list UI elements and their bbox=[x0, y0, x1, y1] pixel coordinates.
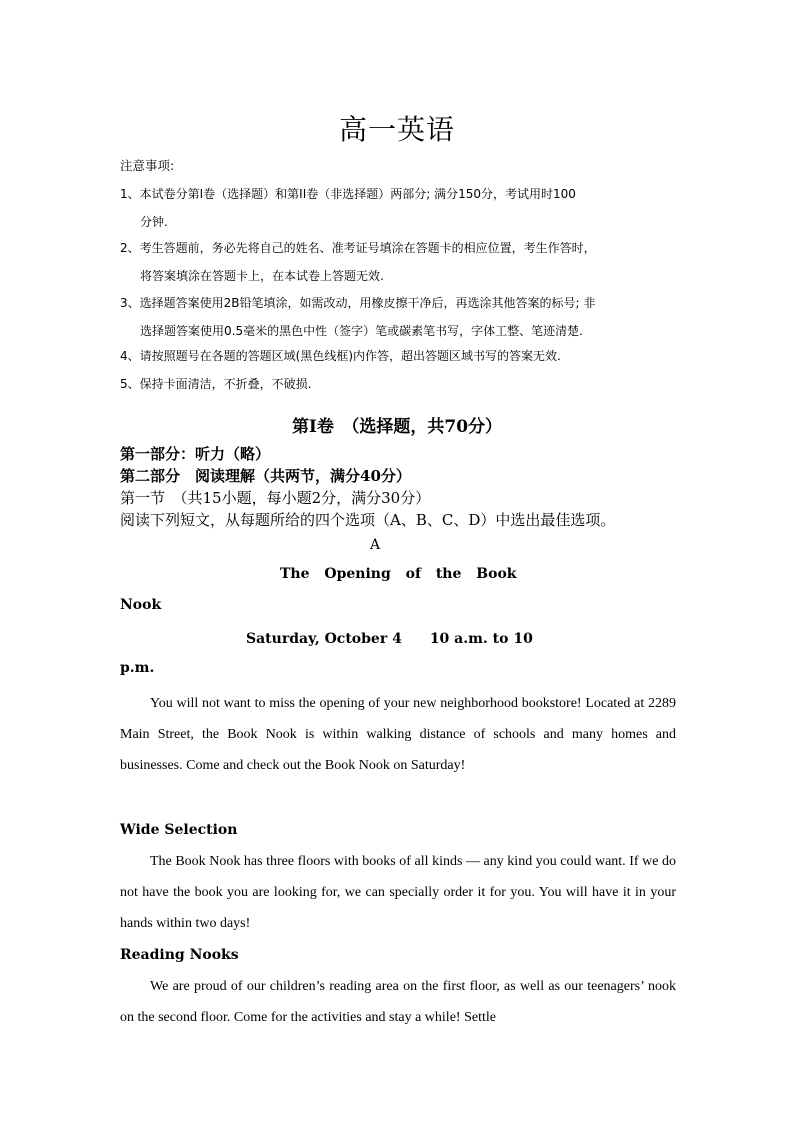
notice-item-5 bbox=[120, 370, 680, 398]
intro-paragraph: You will not want to miss the opening of your new neighborhood bookstore! Located at 2289 Main Street, the Book Nook is within walking distance of schools and many homes and businesses. Come and check out the Book Nook on Saturday! bbox=[120, 696, 676, 774]
wide-selection-heading: Wide Selection bbox=[120, 822, 238, 838]
page-title: 高一英语 bbox=[338, 113, 455, 146]
notice-heading: 注意事项: bbox=[120, 158, 175, 173]
notice-item-3-line2: 选择题答案使用0.5毫米的黑色中性（签字）笔或碳素笔书写，字体工整、笔迹清楚. bbox=[140, 324, 583, 338]
notice-item-1-line2: 分钟. bbox=[140, 215, 168, 229]
notice-item-4 bbox=[120, 342, 680, 370]
passage-title-line2: Nook bbox=[120, 597, 162, 613]
event-date-line2: p.m. bbox=[120, 660, 155, 676]
notice-item-3 bbox=[120, 289, 680, 345]
passage-title-line1: The Opening of the Book bbox=[280, 566, 517, 582]
notice-item-4-line1: 4、请按照题号在各题的答题区域(黑色线框)内作答，超出答题区域书写的答案无效. bbox=[120, 349, 561, 363]
event-date-line1: Saturday, October 4 10 a.m. to 10 bbox=[246, 631, 533, 647]
notice-item-1-line1: 1、本试卷分第Ⅰ卷（选择题）和第II卷（非选择题）两部分; 满分150分，考试用时100 bbox=[120, 187, 576, 201]
notice-item-5-line1: 5、保持卡面清洁，不折叠，不破损. bbox=[120, 377, 312, 391]
notice-item-1 bbox=[120, 180, 680, 236]
notice-item-2 bbox=[120, 234, 680, 290]
notice-item-3-line1: 3、选择题答案使用2B铅笔填涂，如需改动，用橡皮擦干净后，再选涂其他答案的标号; 非 bbox=[120, 296, 596, 310]
reading-nooks-paragraph: We are proud of our children’s reading area on the first floor, as well as our teenagers’ nook on the second floor. Come for the activities and stay a while! Settle bbox=[120, 979, 676, 1026]
notice-item-2-line1: 2、考生答题前，务必先将自己的姓名、准考证号填涂在答题卡的相应位置，考生作答时， bbox=[120, 241, 596, 255]
notice-item-2-line2: 将答案填涂在答题卡上，在本试卷上答题无效. bbox=[140, 269, 384, 283]
section-title: 第Ⅰ卷 （选择题，共70分） bbox=[291, 417, 503, 437]
wide-selection-paragraph: The Book Nook has three floors with books of all kinds — any kind you could want. If we do not have the book you are looking for, we can specially order it for you. You will have it in your hands within two days! bbox=[120, 854, 676, 932]
subsection-heading: 第一节 （共15小题，每小题2分，满分30分） bbox=[120, 489, 431, 507]
part2-heading: 第二部分 阅读理解（共两节，满分40分） bbox=[120, 467, 411, 485]
passage-label: A bbox=[369, 537, 381, 553]
instruction-text: 阅读下列短文，从每题所给的四个选项（A、B、C、D）中选出最佳选项。 bbox=[120, 511, 616, 529]
reading-nooks-heading: Reading Nooks bbox=[120, 947, 239, 963]
part1-heading: 第一部分：听力（略） bbox=[120, 445, 271, 463]
